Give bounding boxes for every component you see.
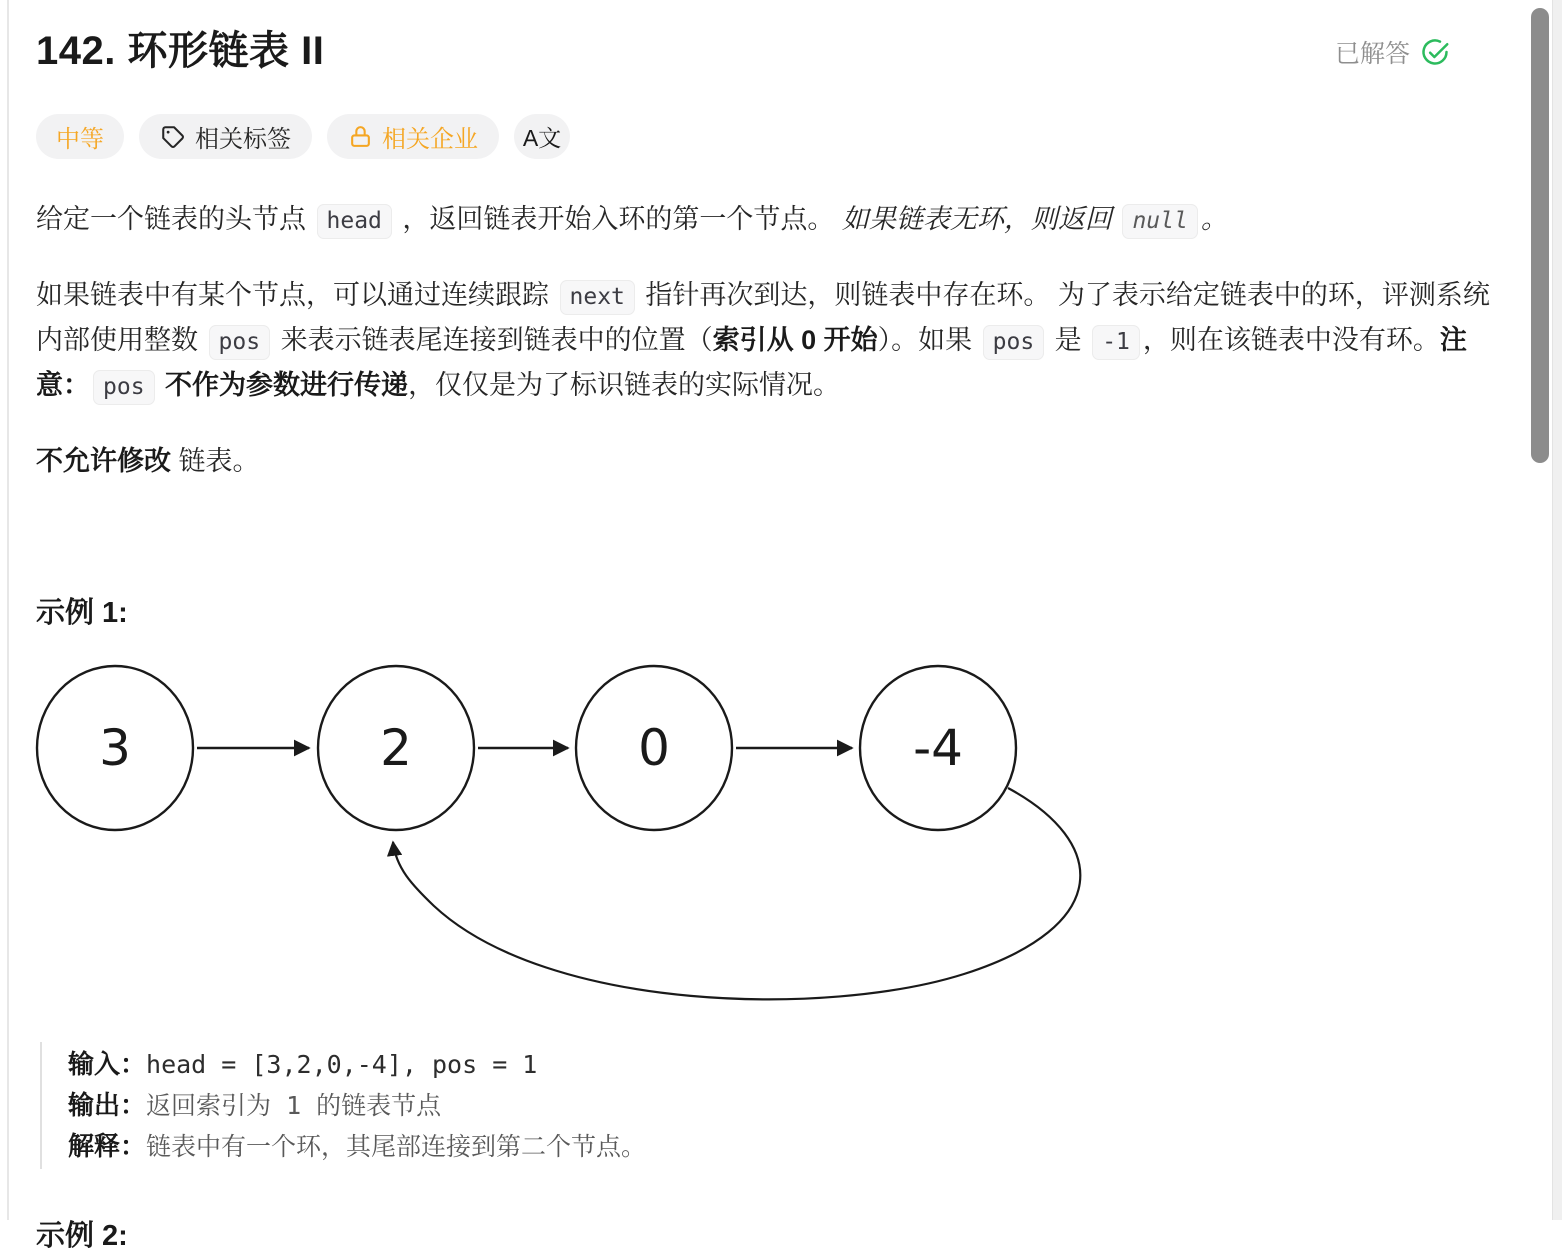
inline-code: next [560,280,635,315]
panel-right-divider [1552,0,1562,1220]
inline-code: pos [209,325,271,360]
translate-icon: A文 [522,125,562,151]
translate-toggle-button[interactable] [514,114,570,159]
input-value: head = [3,2,0,-4], pos = 1 [146,1050,538,1079]
inline-code: null [1122,204,1197,239]
example-explain-line [68,1126,1490,1167]
node-value: -4 [913,719,963,777]
problem-header [36,26,1490,76]
explain-label: 解释： [68,1131,147,1161]
linked-list-diagram [36,664,1490,1009]
text-segment: 如果链表无环，则返回 [841,204,1120,234]
text-segment: ，返回链表开始入环的第一个节点。 [394,204,842,234]
example-input-line [68,1044,1490,1085]
inline-code: pos [93,370,155,405]
text-segment: 是 [1047,325,1090,355]
related-companies-label: 相关企业 [382,126,478,153]
lock-icon [348,124,373,149]
text-segment: ）。如果 [877,325,980,355]
text-segment: 链表。 [171,446,260,476]
description-paragraph-2 [36,274,1490,409]
text-segment: 如果链表中有某个节点，可以通过连续跟踪 [36,280,557,310]
check-circle-icon [1420,37,1450,67]
description-paragraph-1 [36,198,1490,243]
node-value: 3 [99,719,131,777]
text-segment: ，则在该链表中没有环。 [1142,325,1440,355]
text-segment: 。 [1200,204,1228,234]
solved-status-badge [1335,34,1450,70]
difficulty-badge[interactable] [36,114,124,159]
example-2-heading: 示例 2: [36,1220,128,1252]
tag-icon [160,124,186,150]
inline-code: pos [983,325,1045,360]
panel-left-divider [7,0,9,1220]
scrollbar-thumb[interactable] [1531,8,1549,463]
inline-code: head [317,204,392,239]
text-segment: ，仅仅是为了标识链表的实际情况。 [408,370,841,400]
problem-title: 142. 环形链表 II [36,29,325,73]
text-segment: 指针再次到达，则链表中存在环。 为了表示给定链表中的环，评测系统内部使用整数 [36,280,1490,355]
explain-value: 链表中有一个环，其尾部连接到第二个节点。 [146,1132,647,1161]
example-1-io-block [40,1042,1490,1169]
input-label: 输入： [68,1049,147,1079]
solved-label: 已解答 [1334,40,1410,68]
text-segment: 注意： [36,325,1467,400]
output-value: 返回索引为 1 的链表节点 [146,1091,442,1120]
node-value: 2 [380,719,412,777]
node-value: 0 [638,719,670,777]
text-segment: 索引从 0 开始 [712,325,878,355]
text-segment: 不作为参数进行传递 [157,370,409,400]
example-output-line [68,1085,1490,1126]
inline-code: -1 [1092,325,1140,360]
example-1-heading: 示例 1: [36,597,128,629]
difficulty-label: 中等 [56,126,104,153]
description-paragraph-3 [36,440,1490,483]
output-label: 输出： [68,1090,147,1120]
related-companies-button[interactable] [327,114,499,159]
text-segment: 来表示链表尾连接到链表中的位置（ [273,325,713,355]
related-tags-button[interactable] [139,114,312,159]
related-tags-label: 相关标签 [195,126,291,153]
text-segment: 给定一个链表的头节点 [36,204,314,234]
text-segment: 不允许修改 [36,446,171,476]
badge-toolbar [36,114,1490,159]
